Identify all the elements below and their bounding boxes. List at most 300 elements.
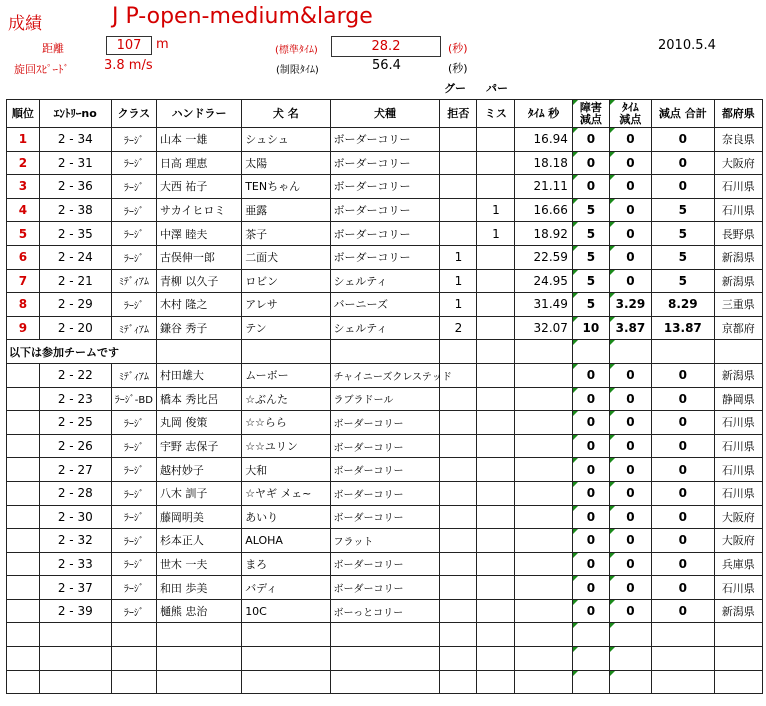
empty-cell [572,670,609,694]
time-cell [515,576,573,600]
obstacle-penalty-cell: 0 [572,411,609,435]
entry-cell: 2 - 29 [39,293,111,317]
rank-cell [7,458,40,482]
time-cell: 22.59 [515,245,573,269]
empty-cell [477,670,515,694]
rank-cell: 3 [7,175,40,199]
handler-cell: 丸岡 俊策 [156,411,241,435]
time-cell [515,505,573,529]
miss-cell [477,458,515,482]
empty-cell [39,623,111,647]
rank-cell [7,552,40,576]
empty-cell [7,670,40,694]
table-row [7,269,763,293]
class-cell: ﾗｰｼﾞ [111,222,156,246]
refusal-cell [440,599,477,623]
time-cell: 31.49 [515,293,573,317]
breed-cell: シェルティ [330,269,440,293]
miss-cell [477,128,515,152]
dog-name-cell: 亜露 [242,198,330,222]
dog-name-cell: ロビン [242,269,330,293]
obstacle-penalty-cell: 0 [572,505,609,529]
time-cell [515,481,573,505]
handler-cell: 木村 隆之 [156,293,241,317]
miss-cell [477,293,515,317]
empty-cell [39,647,111,671]
empty-cell [111,623,156,647]
empty-cell [330,670,440,694]
empty-cell [609,623,651,647]
empty-cell [714,647,762,671]
table-row [7,599,763,623]
miss-cell [477,599,515,623]
table-row [7,128,763,152]
empty-cell [572,340,609,364]
breed-cell: ボーダーコリー [330,481,440,505]
table-row [7,387,763,411]
prefecture-cell: 新潟県 [714,269,762,293]
time-penalty-cell: 0 [609,599,651,623]
empty-cell [330,340,440,364]
empty-cell [242,623,330,647]
empty-cell [242,670,330,694]
class-cell: ﾗｰｼﾞ [111,458,156,482]
time-penalty-cell: 3.87 [609,316,651,340]
time-cell: 24.95 [515,269,573,293]
time-penalty-cell: 0 [609,411,651,435]
time-cell [515,363,573,387]
total-penalty-cell: 0 [651,552,714,576]
empty-cell [477,623,515,647]
breed-cell: ボーダーコリー [330,505,440,529]
refusal-cell [440,434,477,458]
dog-name-cell: あいり [242,505,330,529]
note-row [7,340,763,364]
table-row [7,293,763,317]
empty-cell [515,670,573,694]
obstacle-penalty-cell: 5 [572,293,609,317]
group-label-p: パー [486,82,508,95]
rank-cell [7,599,40,623]
entry-cell: 2 - 20 [39,316,111,340]
prefecture-cell: 石川県 [714,481,762,505]
class-cell: ﾗｰｼﾞ [111,505,156,529]
breed-cell: ボーダーコリー [330,434,440,458]
total-penalty-cell: 0 [651,387,714,411]
empty-cell [609,670,651,694]
dog-name-cell: ☆☆ユリン [242,434,330,458]
time-cell [515,387,573,411]
dog-name-cell: テン [242,316,330,340]
limit-time-label: (制限ﾀｲﾑ) [276,65,319,76]
rank-cell: 2 [7,151,40,175]
total-penalty-cell: 0 [651,175,714,199]
prefecture-cell: 静岡県 [714,387,762,411]
results-table [6,99,763,694]
total-penalty-cell: 0 [651,363,714,387]
distance-unit: m [156,37,169,52]
refusal-cell [440,529,477,553]
entry-cell: 2 - 33 [39,552,111,576]
empty-cell [39,670,111,694]
entry-cell: 2 - 21 [39,269,111,293]
dog-name-cell: 茶子 [242,222,330,246]
handler-cell: 村田雄大 [156,363,241,387]
prefecture-cell: 新潟県 [714,245,762,269]
empty-cell [440,340,477,364]
empty-cell [111,647,156,671]
handler-cell: 宇野 志保子 [156,434,241,458]
entry-cell: 2 - 37 [39,576,111,600]
obstacle-penalty-cell: 5 [572,245,609,269]
total-penalty-cell: 0 [651,458,714,482]
time-cell [515,458,573,482]
entry-cell: 2 - 28 [39,481,111,505]
empty-cell [477,340,515,364]
prefecture-cell: 三重県 [714,293,762,317]
time-penalty-cell: 0 [609,576,651,600]
obstacle-penalty-cell: 0 [572,363,609,387]
handler-cell: 橋本 秀比呂 [156,387,241,411]
rank-cell [7,434,40,458]
miss-cell [477,269,515,293]
rank-cell: 1 [7,128,40,152]
table-row [7,198,763,222]
entry-cell: 2 - 32 [39,529,111,553]
empty-cell [609,647,651,671]
breed-cell: ボーダーコリー [330,128,440,152]
rank-cell: 9 [7,316,40,340]
empty-cell [651,647,714,671]
prefecture-cell: 大阪府 [714,529,762,553]
prefecture-cell: 兵庫県 [714,552,762,576]
miss-cell [477,552,515,576]
standard-time-unit: (秒) [448,42,468,55]
total-penalty-cell: 13.87 [651,316,714,340]
empty-cell [156,623,241,647]
event-title: J P-open-medium&large [112,4,373,29]
class-cell: ﾐﾃﾞｨｱﾑ [111,363,156,387]
breed-cell: ボーダーコリー [330,198,440,222]
total-penalty-cell: 5 [651,198,714,222]
entry-cell: 2 - 23 [39,387,111,411]
empty-cell [440,670,477,694]
breed-cell: ボーダーコリー [330,222,440,246]
class-cell: ﾗｰｼﾞ [111,599,156,623]
header-entry: ｴﾝﾄﾘｰno [39,100,111,128]
entry-cell: 2 - 27 [39,458,111,482]
obstacle-penalty-cell: 10 [572,316,609,340]
dog-name-cell: ムーボー [242,363,330,387]
class-cell: ﾗｰｼﾞ [111,529,156,553]
empty-cell [651,340,714,364]
empty-row [7,647,763,671]
breed-cell: チャイニーズクレステッド [330,363,440,387]
prefecture-cell: 新潟県 [714,363,762,387]
refusal-cell [440,576,477,600]
empty-cell [156,670,241,694]
obstacle-penalty-cell: 0 [572,128,609,152]
prefecture-cell: 京都府 [714,316,762,340]
rank-cell: 6 [7,245,40,269]
entry-cell: 2 - 38 [39,198,111,222]
rank-cell [7,576,40,600]
miss-cell [477,529,515,553]
event-date: 2010.5.4 [658,38,716,53]
table-row [7,434,763,458]
time-cell: 18.18 [515,151,573,175]
class-cell: ﾗｰｼﾞ [111,434,156,458]
rank-cell [7,481,40,505]
table-row [7,529,763,553]
handler-cell: 中澤 睦夫 [156,222,241,246]
total-penalty-cell: 0 [651,505,714,529]
entry-cell: 2 - 25 [39,411,111,435]
refusal-cell [440,198,477,222]
class-cell: ﾐﾃﾞｨｱﾑ [111,269,156,293]
breed-cell: ボーダーコリー [330,458,440,482]
table-row [7,222,763,246]
miss-cell: 1 [477,222,515,246]
empty-cell [515,647,573,671]
empty-cell [330,623,440,647]
entry-cell: 2 - 39 [39,599,111,623]
table-row [7,552,763,576]
limit-time-unit: (秒) [448,62,468,75]
entry-cell: 2 - 35 [39,222,111,246]
dog-name-cell: ☆☆らら [242,411,330,435]
dog-name-cell: 大和 [242,458,330,482]
total-penalty-cell: 0 [651,529,714,553]
class-cell: ﾗｰｼﾞ [111,175,156,199]
rank-cell: 4 [7,198,40,222]
total-penalty-cell: 5 [651,222,714,246]
refusal-cell [440,505,477,529]
limit-time-value: 56.4 [372,58,401,73]
page-title: 成績 [8,14,42,34]
obstacle-penalty-cell: 0 [572,552,609,576]
refusal-cell: 1 [440,293,477,317]
speed-label: 旋回ｽﾋﾟｰﾄﾞ [14,63,69,76]
dog-name-cell: アレサ [242,293,330,317]
entry-cell: 2 - 36 [39,175,111,199]
table-row [7,363,763,387]
handler-cell: 山本 一雄 [156,128,241,152]
entry-cell: 2 - 24 [39,245,111,269]
prefecture-cell: 石川県 [714,576,762,600]
speed-value: 3.8 m/s [104,58,153,73]
time-penalty-cell: 0 [609,245,651,269]
miss-cell [477,316,515,340]
total-penalty-cell: 0 [651,128,714,152]
time-cell [515,599,573,623]
empty-cell [651,623,714,647]
standard-time-label: (標準ﾀｲﾑ) [275,45,318,56]
refusal-cell [440,128,477,152]
dog-name-cell: 太陽 [242,151,330,175]
handler-cell: サカイヒロミ [156,198,241,222]
handler-cell: 大西 祐子 [156,175,241,199]
empty-cell [572,647,609,671]
class-cell: ﾗｰｼﾞ [111,245,156,269]
breed-cell: ボーダーコリー [330,151,440,175]
obstacle-penalty-cell: 0 [572,151,609,175]
header-breed: 犬種 [330,100,440,128]
handler-cell: 和田 歩美 [156,576,241,600]
empty-cell [477,647,515,671]
empty-cell [330,647,440,671]
rank-cell [7,529,40,553]
refusal-cell [440,363,477,387]
table-row [7,411,763,435]
obstacle-penalty-cell: 0 [572,458,609,482]
total-penalty-cell: 0 [651,576,714,600]
handler-cell: 越村妙子 [156,458,241,482]
handler-cell: 青柳 以久子 [156,269,241,293]
empty-cell [111,670,156,694]
prefecture-cell: 石川県 [714,458,762,482]
empty-cell [651,670,714,694]
empty-cell [515,623,573,647]
entry-cell: 2 - 26 [39,434,111,458]
prefecture-cell: 長野県 [714,222,762,246]
time-penalty-cell: 0 [609,552,651,576]
total-penalty-cell: 8.29 [651,293,714,317]
table-row [7,316,763,340]
entry-cell: 2 - 22 [39,363,111,387]
empty-cell [515,340,573,364]
breed-cell: フラット [330,529,440,553]
time-cell [515,434,573,458]
rank-cell: 8 [7,293,40,317]
class-cell: ﾗｰｼﾞ [111,411,156,435]
total-penalty-cell: 0 [651,411,714,435]
obstacle-penalty-cell: 5 [572,269,609,293]
refusal-cell [440,387,477,411]
time-cell [515,411,573,435]
time-cell: 16.94 [515,128,573,152]
entry-cell: 2 - 34 [39,128,111,152]
time-cell [515,552,573,576]
header-miss: ミス [477,100,515,128]
refusal-cell: 2 [440,316,477,340]
obstacle-penalty-cell: 0 [572,576,609,600]
breed-cell: ボーダーコリー [330,175,440,199]
table-row [7,151,763,175]
rank-cell: 5 [7,222,40,246]
time-penalty-cell: 0 [609,505,651,529]
rank-cell [7,387,40,411]
time-penalty-cell: 0 [609,529,651,553]
header-total: 減点 合計 [651,100,714,128]
time-cell: 16.66 [515,198,573,222]
obstacle-penalty-cell: 5 [572,222,609,246]
prefecture-cell: 新潟県 [714,599,762,623]
refusal-cell [440,411,477,435]
table-row [7,458,763,482]
breed-cell: ボーダーコリー [330,411,440,435]
obstacle-penalty-cell: 0 [572,175,609,199]
obstacle-penalty-cell: 0 [572,599,609,623]
time-penalty-cell: 0 [609,198,651,222]
miss-cell [477,151,515,175]
empty-cell [156,647,241,671]
dog-name-cell: ☆ヤギ メェ~ [242,481,330,505]
handler-cell: 藤岡明美 [156,505,241,529]
time-penalty-cell: 0 [609,481,651,505]
handler-cell: 古俣伸一郎 [156,245,241,269]
empty-cell [609,340,651,364]
rank-cell [7,411,40,435]
header-handler: ハンドラー [156,100,241,128]
header-refusal: 拒否 [440,100,477,128]
time-penalty-cell: 0 [609,434,651,458]
prefecture-cell: 石川県 [714,434,762,458]
time-penalty-cell: 0 [609,222,651,246]
empty-cell [440,647,477,671]
prefecture-cell: 奈良県 [714,128,762,152]
rank-cell: 7 [7,269,40,293]
empty-cell [156,340,241,364]
empty-cell [572,623,609,647]
time-penalty-cell: 0 [609,363,651,387]
handler-cell: 八木 訓子 [156,481,241,505]
handler-cell: 鎌谷 秀子 [156,316,241,340]
refusal-cell [440,552,477,576]
table-row [7,505,763,529]
time-cell: 32.07 [515,316,573,340]
dog-name-cell: ALOHA [242,529,330,553]
class-cell: ﾗｰｼﾞ [111,552,156,576]
header-prefecture: 都府県 [714,100,762,128]
time-cell [515,529,573,553]
empty-cell [7,623,40,647]
obstacle-penalty-cell: 0 [572,529,609,553]
obstacle-penalty-cell: 0 [572,434,609,458]
miss-cell [477,576,515,600]
class-cell: ﾐﾃﾞｨｱﾑ [111,316,156,340]
empty-cell [714,340,762,364]
entry-cell: 2 - 31 [39,151,111,175]
breed-cell: ラブラドール [330,387,440,411]
header-row [7,100,763,128]
total-penalty-cell: 0 [651,151,714,175]
time-cell: 18.92 [515,222,573,246]
prefecture-cell: 大阪府 [714,151,762,175]
miss-cell [477,411,515,435]
entry-cell: 2 - 30 [39,505,111,529]
breed-cell: シェルティ [330,316,440,340]
time-cell: 21.11 [515,175,573,199]
total-penalty-cell: 5 [651,245,714,269]
rank-cell [7,505,40,529]
time-penalty-cell: 0 [609,387,651,411]
empty-cell [714,670,762,694]
table-row [7,576,763,600]
class-cell: ﾗｰｼﾞ [111,151,156,175]
group-label-g: グー [444,82,466,95]
class-cell: ﾗｰｼﾞ [111,481,156,505]
refusal-cell [440,481,477,505]
handler-cell: 樋熊 忠治 [156,599,241,623]
dog-name-cell: 二面犬 [242,245,330,269]
time-penalty-cell: 0 [609,458,651,482]
distance-value: 107 [106,36,152,55]
prefecture-cell: 石川県 [714,198,762,222]
empty-cell [242,647,330,671]
total-penalty-cell: 0 [651,599,714,623]
distance-label: 距離 [42,42,64,55]
